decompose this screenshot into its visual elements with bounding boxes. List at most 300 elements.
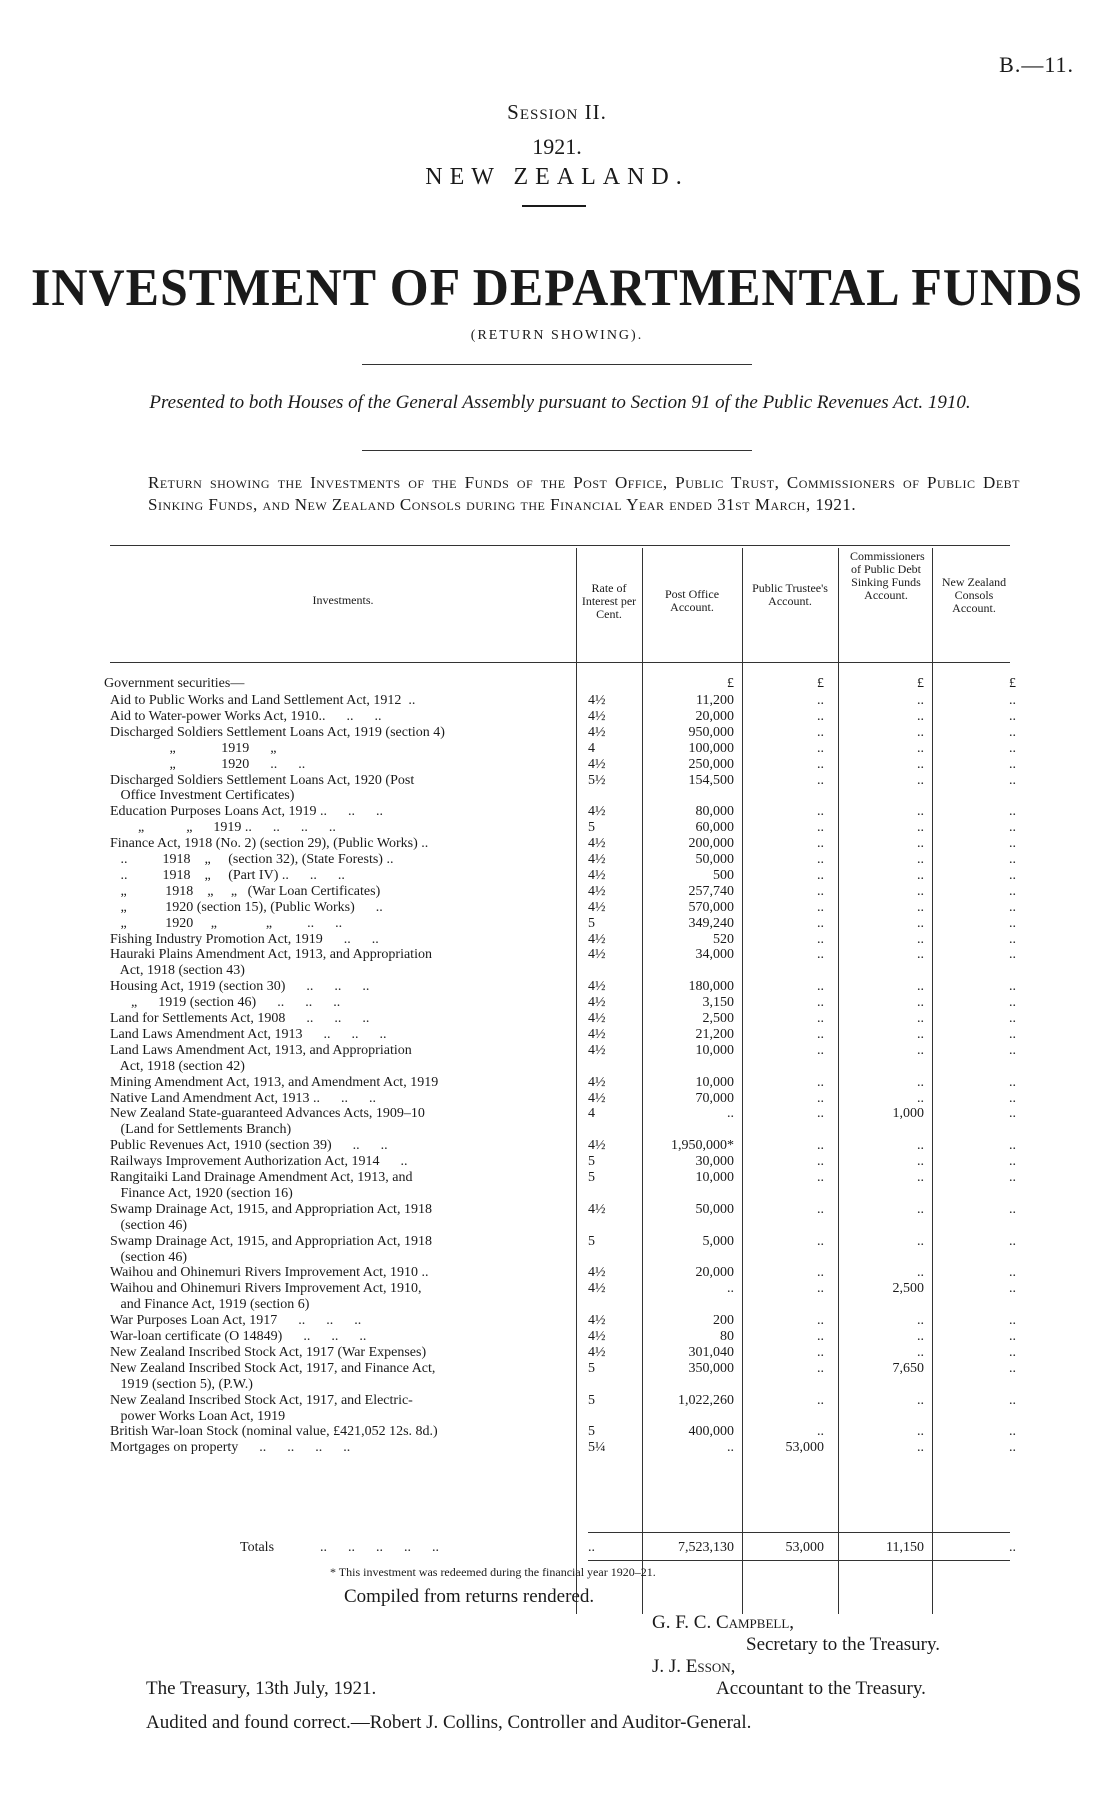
cell-investment: (section 46)	[110, 1249, 187, 1265]
audit-statement: Audited and found correct.—Robert J. Collins, Controller and Auditor-General.	[146, 1712, 752, 1733]
signatory-role-accountant: Accountant to the Treasury.	[716, 1678, 926, 1699]
presented-statement: Presented to both Houses of the General Assembly pursuant to Section 91 of the Public Revenues Act. 1910.	[149, 392, 971, 413]
cell-public-trustee: ..	[817, 931, 824, 947]
cell-commissioners: ..	[917, 1233, 924, 1249]
cell-nz-consols: ..	[1009, 740, 1016, 756]
totals-leader: .. .. .. .. ..	[320, 1540, 439, 1555]
cell-post-office: 350,000	[688, 1360, 734, 1376]
cell-rate: 5	[588, 915, 595, 931]
table-row	[0, 1377, 1114, 1393]
cell-investment: (section 46)	[110, 1217, 187, 1233]
cell-investment: New Zealand Inscribed Stock Act, 1917 (War Expenses)	[110, 1344, 427, 1360]
table-row	[0, 1329, 1114, 1345]
cell-investment: New Zealand State-guaranteed Advances Acts, 1909–10	[110, 1106, 425, 1122]
cell-public-trustee: ..	[817, 1074, 824, 1090]
cell-public-trustee: ..	[817, 883, 824, 899]
cell-investment: Hauraki Plains Amendment Act, 1913, and Appropriation	[110, 947, 432, 963]
cell-rate: 4½	[588, 883, 606, 899]
table-row	[0, 947, 1114, 963]
cell-nz-consols: ..	[1009, 1042, 1016, 1058]
cell-post-office: 10,000	[695, 1170, 734, 1185]
cell-nz-consols: ..	[1009, 1265, 1016, 1281]
cell-nz-consols: ..	[1009, 1106, 1016, 1122]
table-row	[0, 1170, 1114, 1186]
table-row	[0, 820, 1114, 836]
table-row	[0, 1361, 1114, 1377]
page-reference: B.—11.	[999, 52, 1074, 77]
cell-nz-consols: ..	[1009, 1026, 1016, 1042]
cell-nz-consols: ..	[1009, 1138, 1016, 1154]
cell-rate: 4½	[588, 724, 606, 740]
table-row	[0, 852, 1114, 868]
table-row	[0, 916, 1114, 932]
cell-investment: Aid to Public Works and Land Settlement Act, 1912 ..	[110, 693, 416, 708]
cell-commissioners: ..	[917, 740, 924, 756]
table-row	[0, 1122, 1114, 1138]
cell-investment: Government securities—	[104, 676, 245, 691]
cell-commissioners: ..	[917, 1170, 924, 1185]
cell-investment: War Purposes Loan Act, 1917 .. .. ..	[110, 1313, 362, 1329]
cell-rate: 5	[588, 1424, 595, 1440]
cell-nz-consols: ..	[1009, 1313, 1016, 1329]
cell-investment: Aid to Water-power Works Act, 1910.. .. ..	[110, 708, 382, 724]
cell-nz-consols: ..	[1009, 883, 1016, 899]
cell-post-office: 257,740	[688, 883, 734, 899]
cell-nz-consols: ..	[1009, 756, 1016, 772]
cell-public-trustee: ..	[817, 1360, 824, 1376]
table-header-rule	[110, 662, 1010, 663]
cell-commissioners: ..	[917, 995, 924, 1011]
cell-investment: Railways Improvement Authorization Act, 1914 ..	[110, 1154, 408, 1170]
table-row	[0, 1027, 1114, 1043]
cell-public-trustee: ..	[817, 1138, 824, 1154]
cell-investment: „ 1920 .. ..	[110, 756, 306, 772]
cell-public-trustee: ..	[817, 1042, 824, 1058]
table-row	[0, 1440, 1114, 1456]
totals-label: Totals	[240, 1540, 275, 1555]
cell-investment: Education Purposes Loans Act, 1919 .. .. ..	[110, 804, 383, 820]
cell-investment: (Land for Settlements Branch)	[110, 1122, 292, 1138]
cell-post-office: 200	[713, 1313, 734, 1329]
footnote: * This investment was redeemed during the financial year 1920–21.	[330, 1565, 656, 1579]
cell-rate: 4½	[588, 804, 606, 820]
cell-nz-consols: ..	[1009, 1344, 1016, 1360]
cell-nz-consols: ..	[1009, 1281, 1016, 1297]
cell-post-office: 1,950,000*	[671, 1138, 734, 1154]
cell-investment: „ 1918 „ „ (War Loan Certificates)	[110, 883, 381, 899]
cell-public-trustee: ..	[817, 1201, 824, 1217]
table-row	[0, 1218, 1114, 1234]
cell-investment: Land for Settlements Act, 1908 .. .. ..	[110, 1011, 370, 1026]
cell-post-office: 10,000	[695, 1074, 734, 1090]
cell-commissioners: ..	[917, 756, 924, 772]
cell-rate: 5¼	[588, 1440, 606, 1456]
cell-public-trustee: ..	[817, 1090, 824, 1106]
cell-nz-consols: ..	[1009, 867, 1016, 883]
cell-commissioners: ..	[917, 708, 924, 724]
cell-post-office: 349,240	[688, 915, 734, 931]
cell-nz-consols: ..	[1009, 772, 1016, 788]
totals-bottom-rule	[588, 1560, 1010, 1561]
cell-nz-consols: ..	[1009, 1360, 1016, 1376]
table-row	[0, 1202, 1114, 1218]
table-row	[0, 1409, 1114, 1425]
table-row	[0, 995, 1114, 1011]
cell-investment: „ „ 1919 .. .. .. ..	[110, 820, 336, 836]
cell-post-office: 2,500	[702, 1011, 734, 1026]
cell-nz-consols: ..	[1009, 1201, 1016, 1217]
table-top-rule	[110, 545, 1010, 546]
cell-investment: Mortgages on property .. .. .. ..	[110, 1440, 351, 1456]
table-row	[0, 773, 1114, 789]
cell-investment: New Zealand Inscribed Stock Act, 1917, and Electric-	[110, 1392, 413, 1408]
cell-rate: 4½	[588, 979, 606, 995]
cell-rate: 4½	[588, 1201, 606, 1217]
table-row	[0, 1091, 1114, 1107]
cell-public-trustee: ..	[817, 1424, 824, 1440]
column-header-rate: Rate of Interest per Cent.	[581, 581, 637, 621]
cell-investment: 1919 (section 5), (P.W.)	[110, 1376, 253, 1392]
signatory-name-esson: J. J. Esson,	[652, 1656, 736, 1677]
cell-public-trustee: ..	[817, 1392, 824, 1408]
cell-investment: .. 1918 „ (Part IV) .. .. ..	[110, 867, 345, 883]
table-row	[0, 1234, 1114, 1250]
table-row	[0, 741, 1114, 757]
cell-investment: „ 1920 (section 15), (Public Works) ..	[110, 899, 383, 915]
cell-public-trustee: ..	[817, 1281, 824, 1297]
return-heading: Return showing the Investments of the Funds of the Post Office, Public Trust, Commissioners of Public Debt Sinking Funds, and New Zealand Consols during the Financial Year ended 31st March, 1921.	[148, 473, 1020, 514]
cell-post-office: 180,000	[688, 979, 734, 995]
cell-rate: 4½	[588, 995, 606, 1011]
table-row	[0, 932, 1114, 948]
cell-commissioners: ..	[917, 979, 924, 995]
table-row	[0, 884, 1114, 900]
totals-post-office: 7,523,130	[678, 1540, 734, 1555]
cell-post-office: 21,200	[695, 1026, 734, 1042]
cell-investment: „ 1920 „ „ .. ..	[110, 915, 343, 931]
cell-nz-consols: ..	[1009, 708, 1016, 724]
cell-investment: „ 1919 (section 46) .. .. ..	[110, 995, 341, 1011]
table-row	[0, 1265, 1114, 1281]
cell-investment: Finance Act, 1920 (section 16)	[110, 1185, 293, 1201]
cell-commissioners: ..	[917, 867, 924, 883]
cell-public-trustee: ..	[817, 852, 824, 867]
cell-rate: 4½	[588, 867, 606, 883]
cell-investment: Office Investment Certificates)	[110, 788, 295, 804]
country-label: NEW ZEALAND.	[425, 164, 689, 190]
cell-rate: 4½	[588, 1074, 606, 1090]
cell-post-office: 34,000	[695, 947, 734, 963]
cell-public-trustee: ..	[817, 1313, 824, 1329]
totals-rate: ..	[588, 1540, 595, 1555]
table-row	[0, 1138, 1114, 1154]
cell-post-office: £	[727, 676, 734, 691]
table-row	[0, 1250, 1114, 1266]
cell-commissioners: ..	[917, 1392, 924, 1408]
cell-nz-consols: ..	[1009, 1424, 1016, 1440]
cell-investment: Swamp Drainage Act, 1915, and Appropriation Act, 1918	[110, 1233, 432, 1249]
cell-rate: 4½	[588, 693, 606, 708]
table-row	[0, 1393, 1114, 1409]
cell-commissioners: 1,000	[892, 1106, 924, 1122]
cell-nz-consols: ..	[1009, 1011, 1016, 1026]
table-row	[0, 1281, 1114, 1297]
totals-row	[0, 1540, 1114, 1558]
cell-nz-consols: ..	[1009, 1170, 1016, 1185]
cell-public-trustee: ..	[817, 836, 824, 852]
cell-post-office: 1,022,260	[678, 1392, 734, 1408]
cell-commissioners: ..	[917, 1329, 924, 1344]
cell-rate: 4½	[588, 1011, 606, 1026]
cell-post-office: 30,000	[695, 1154, 734, 1170]
cell-commissioners: ..	[917, 899, 924, 915]
cell-public-trustee: ..	[817, 1233, 824, 1249]
year-label: 1921.	[532, 134, 582, 159]
cell-nz-consols: ..	[1009, 915, 1016, 931]
table-row	[0, 788, 1114, 804]
cell-post-office: 500	[713, 867, 734, 883]
signatory-name-campbell: G. F. C. Campbell,	[652, 1612, 795, 1633]
cell-public-trustee: ..	[817, 740, 824, 756]
table-row	[0, 693, 1114, 709]
cell-rate: 4½	[588, 1329, 606, 1344]
cell-investment: Housing Act, 1919 (section 30) .. .. ..	[110, 979, 370, 995]
cell-nz-consols: ..	[1009, 947, 1016, 963]
table-row	[0, 1043, 1114, 1059]
session-label: Session II.	[507, 100, 607, 124]
cell-public-trustee: ..	[817, 1106, 824, 1122]
cell-investment: Land Laws Amendment Act, 1913 .. .. ..	[110, 1026, 387, 1042]
cell-post-office: 50,000	[695, 1201, 734, 1217]
cell-public-trustee: ..	[817, 1344, 824, 1360]
cell-public-trustee: ..	[817, 708, 824, 724]
cell-rate: 5	[588, 1360, 595, 1376]
cell-post-office: 520	[713, 931, 734, 947]
cell-nz-consols: ..	[1009, 1154, 1016, 1170]
cell-post-office: 3,150	[702, 995, 734, 1011]
cell-rate: 5	[588, 1392, 595, 1408]
divider	[362, 450, 752, 451]
cell-investment: British War-loan Stock (nominal value, £421,052 12s. 8d.)	[110, 1424, 438, 1440]
cell-post-office: ..	[727, 1440, 734, 1456]
cell-commissioners: 7,650	[892, 1360, 924, 1376]
cell-investment: Native Land Amendment Act, 1913 .. .. ..	[110, 1090, 376, 1106]
table-row	[0, 979, 1114, 995]
cell-nz-consols: ..	[1009, 1392, 1016, 1408]
divider	[522, 205, 586, 207]
cell-public-trustee: ..	[817, 820, 824, 836]
totals-commissioners: 11,150	[886, 1540, 924, 1555]
cell-rate: 4½	[588, 1026, 606, 1042]
cell-commissioners: ..	[917, 883, 924, 899]
cell-investment: Public Revenues Act, 1910 (section 39) .. ..	[110, 1138, 388, 1154]
cell-rate: 5	[588, 1154, 595, 1170]
cell-nz-consols: ..	[1009, 931, 1016, 947]
table-row	[0, 804, 1114, 820]
cell-investment: „ 1919 „	[110, 740, 277, 756]
cell-public-trustee: ..	[817, 756, 824, 772]
totals-public-trustee: 53,000	[785, 1540, 824, 1555]
cell-investment: Rangitaiki Land Drainage Amendment Act, 1913, and	[110, 1170, 413, 1185]
cell-investment: Swamp Drainage Act, 1915, and Appropriation Act, 1918	[110, 1201, 432, 1217]
page-title: INVESTMENT OF DEPARTMENTAL FUNDS	[30, 257, 1084, 317]
cell-commissioners: ..	[917, 915, 924, 931]
cell-rate: 4½	[588, 756, 606, 772]
divider	[362, 364, 752, 365]
cell-post-office: 20,000	[695, 708, 734, 724]
totals-rule	[588, 1532, 1010, 1533]
column-header-investments: Investments.	[312, 593, 374, 607]
cell-commissioners: ..	[917, 1026, 924, 1042]
cell-nz-consols: ..	[1009, 1329, 1016, 1344]
cell-public-trustee: ..	[817, 724, 824, 740]
cell-post-office: 570,000	[688, 899, 734, 915]
cell-post-office: 301,040	[688, 1344, 734, 1360]
cell-public-trustee: ..	[817, 947, 824, 963]
cell-post-office: 80,000	[695, 804, 734, 820]
place-date: The Treasury, 13th July, 1921.	[146, 1678, 377, 1699]
cell-public-trustee: ..	[817, 1329, 824, 1344]
cell-nz-consols: ..	[1009, 693, 1016, 708]
cell-public-trustee: 53,000	[785, 1440, 824, 1456]
cell-rate: 4½	[588, 947, 606, 963]
cell-post-office: 20,000	[695, 1265, 734, 1281]
table-row	[0, 1059, 1114, 1075]
cell-rate: 4½	[588, 1138, 606, 1154]
cell-public-trustee: £	[817, 676, 824, 691]
cell-commissioners: ..	[917, 852, 924, 867]
cell-post-office: 400,000	[688, 1424, 734, 1440]
cell-rate: 4½	[588, 931, 606, 947]
column-header-nz-consols: New Zealand Consols Account.	[941, 575, 1007, 615]
cell-nz-consols: ..	[1009, 1074, 1016, 1090]
cell-rate: 4½	[588, 852, 606, 867]
cell-nz-consols: ..	[1009, 1440, 1016, 1456]
cell-public-trustee: ..	[817, 693, 824, 708]
cell-investment: War-loan certificate (O 14849) .. .. ..	[110, 1329, 367, 1344]
cell-public-trustee: ..	[817, 1154, 824, 1170]
table-row	[0, 1106, 1114, 1122]
cell-public-trustee: ..	[817, 1026, 824, 1042]
cell-commissioners: ..	[917, 1313, 924, 1329]
cell-commissioners: ..	[917, 1154, 924, 1170]
table-row	[0, 1313, 1114, 1329]
cell-nz-consols: ..	[1009, 804, 1016, 820]
table-row	[0, 1154, 1114, 1170]
cell-nz-consols: ..	[1009, 820, 1016, 836]
cell-commissioners: ..	[917, 1440, 924, 1456]
cell-post-office: ..	[727, 1106, 734, 1122]
cell-rate: 4½	[588, 1313, 606, 1329]
cell-nz-consols: £	[1009, 676, 1016, 691]
table-row	[0, 1424, 1114, 1440]
cell-rate: 4½	[588, 1090, 606, 1106]
cell-rate: 4½	[588, 708, 606, 724]
cell-investment: Fishing Industry Promotion Act, 1919 .. ..	[110, 931, 379, 947]
cell-commissioners: ..	[917, 1138, 924, 1154]
cell-commissioners: ..	[917, 1074, 924, 1090]
cell-public-trustee: ..	[817, 1265, 824, 1281]
cell-rate: 5	[588, 1233, 595, 1249]
cell-nz-consols: ..	[1009, 899, 1016, 915]
cell-public-trustee: ..	[817, 867, 824, 883]
cell-public-trustee: ..	[817, 1011, 824, 1026]
cell-commissioners: ..	[917, 820, 924, 836]
investments-table	[0, 676, 1114, 1566]
cell-nz-consols: ..	[1009, 852, 1016, 867]
cell-post-office: 60,000	[695, 820, 734, 836]
column-header-commissioners: Commissioners of Public Debt Sinking Funds Account.	[850, 549, 925, 602]
cell-public-trustee: ..	[817, 899, 824, 915]
cell-nz-consols: ..	[1009, 1233, 1016, 1249]
table-row	[0, 868, 1114, 884]
cell-commissioners: ..	[917, 1011, 924, 1026]
cell-public-trustee: ..	[817, 915, 824, 931]
cell-post-office: 70,000	[695, 1090, 734, 1106]
cell-commissioners: ..	[917, 772, 924, 788]
cell-post-office: 100,000	[688, 740, 734, 756]
cell-post-office: 950,000	[688, 724, 734, 740]
table-row	[0, 709, 1114, 725]
cell-post-office: 5,000	[702, 1233, 734, 1249]
cell-commissioners: ..	[917, 947, 924, 963]
cell-commissioners: ..	[917, 1344, 924, 1360]
cell-public-trustee: ..	[817, 995, 824, 1011]
compiled-note: Compiled from returns rendered.	[344, 1586, 595, 1607]
cell-post-office: 250,000	[688, 756, 734, 772]
cell-nz-consols: ..	[1009, 995, 1016, 1011]
cell-nz-consols: ..	[1009, 1090, 1016, 1106]
cell-public-trustee: ..	[817, 979, 824, 995]
cell-commissioners: ..	[917, 804, 924, 820]
cell-rate: 4½	[588, 1344, 606, 1360]
cell-investment: and Finance Act, 1919 (section 6)	[110, 1297, 310, 1313]
cell-commissioners: ..	[917, 1201, 924, 1217]
column-header-public-trustee: Public Trustee's Account.	[752, 581, 828, 608]
cell-nz-consols: ..	[1009, 724, 1016, 740]
cell-investment: Finance Act, 1918 (No. 2) (section 29), (Public Works) ..	[110, 836, 429, 852]
cell-rate: 5	[588, 1170, 595, 1185]
cell-commissioners: ..	[917, 931, 924, 947]
cell-nz-consols: ..	[1009, 979, 1016, 995]
cell-investment: Mining Amendment Act, 1913, and Amendment Act, 1919	[110, 1074, 439, 1090]
cell-post-office: 80	[720, 1329, 734, 1344]
cell-investment: Discharged Soldiers Settlement Loans Act, 1919 (section 4)	[110, 724, 445, 740]
cell-rate: 4½	[588, 1042, 606, 1058]
cell-rate: 4½	[588, 1265, 606, 1281]
cell-commissioners: ..	[917, 1424, 924, 1440]
table-row	[0, 963, 1114, 979]
cell-rate: 4½	[588, 1281, 606, 1297]
table-row	[0, 676, 1114, 692]
table-row	[0, 836, 1114, 852]
cell-commissioners: £	[917, 676, 924, 691]
signatory-role-secretary: Secretary to the Treasury.	[746, 1634, 940, 1655]
cell-post-office: 11,200	[696, 693, 734, 708]
cell-rate: 4	[588, 1106, 595, 1122]
table-row	[0, 900, 1114, 916]
cell-post-office: 10,000	[695, 1042, 734, 1058]
cell-public-trustee: ..	[817, 804, 824, 820]
table-row	[0, 1186, 1114, 1202]
table-row	[0, 725, 1114, 741]
cell-rate: 4½	[588, 899, 606, 915]
cell-investment: power Works Loan Act, 1919	[110, 1408, 286, 1424]
cell-commissioners: ..	[917, 1042, 924, 1058]
cell-public-trustee: ..	[817, 1170, 824, 1185]
totals-nz-consols: ..	[1009, 1540, 1016, 1555]
column-header-post-office: Post Office Account.	[664, 587, 720, 614]
